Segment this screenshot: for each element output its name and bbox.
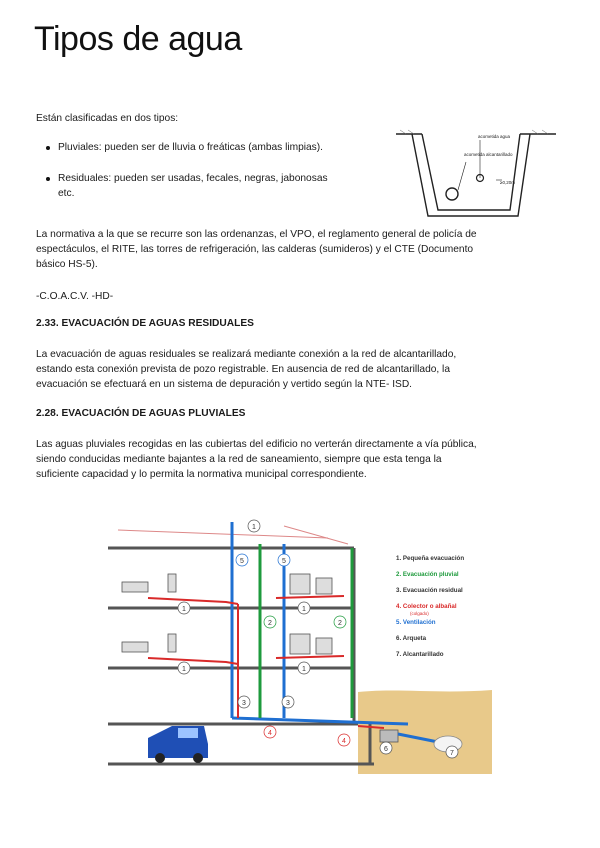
diagram-mark-7 xyxy=(446,746,458,758)
pluviales-line-3: suficiente capacidad y lo permita la normativa municipal correspondiente. xyxy=(36,469,367,480)
svg-text:1: 1 xyxy=(182,666,186,673)
diagram-mark-2b xyxy=(334,616,346,628)
svg-text:1: 1 xyxy=(302,666,306,673)
svg-text:5. Ventilación: 5. Ventilación xyxy=(396,619,436,626)
svg-text:3. Evacuación residual: 3. Evacuación residual xyxy=(396,587,463,594)
ground-terrain xyxy=(358,690,492,774)
residuales-line-3: evacuación se efectuará en un sistema de depuración y vertido según la NTE- ISD. xyxy=(36,379,413,390)
diagram-mark-3 xyxy=(238,696,250,708)
svg-text:4. Colector o albañal: 4. Colector o albañal xyxy=(396,603,457,610)
residuales-line-1: La evacuación de aguas residuales se realizará mediante conexión a la red de alcantarillado, xyxy=(36,349,457,360)
diagram-mark-1e xyxy=(298,662,310,674)
pluvial-pipes xyxy=(260,544,352,718)
svg-text:2: 2 xyxy=(338,620,342,627)
arqueta-box xyxy=(380,730,398,742)
normativa-line-3: básico HS-5). xyxy=(36,259,98,270)
svg-text:1: 1 xyxy=(182,606,186,613)
residuales-line-2: estando esta conexión prevista de pozo registrable. En ausencia de red de alcantarillado, la xyxy=(36,364,450,375)
bullet-item-pluviales: Pluviales: pueden ser de lluvia o freáticas (ambas limpias). xyxy=(46,140,323,155)
pluviales-line-1: Las aguas pluviales recogidas en las cubiertas del edificio no verterán directamente a vía pública, xyxy=(36,439,477,450)
normativa-line-1: La normativa a la que se recurre son las ordenanzas, el VPO, el reglamento general de policía de xyxy=(36,229,477,240)
trench-figure xyxy=(392,126,560,222)
bullet-dot-icon xyxy=(46,177,50,181)
diagram-mark-1d xyxy=(178,662,190,674)
diagram-legend xyxy=(396,555,464,658)
svg-text:3: 3 xyxy=(286,700,290,707)
section-heading-pluviales: 2.28. EVACUACIÓN DE AGUAS PLUVIALES xyxy=(36,408,246,419)
normativa-line-2: espectáculos, el RITE, las torres de refrigeración, las calderas (sumideros) y el CTE (Documento xyxy=(36,244,474,255)
svg-text:5: 5 xyxy=(240,558,244,565)
trench-label-distance: ≥0,20m xyxy=(500,180,515,185)
svg-text:5: 5 xyxy=(282,558,286,565)
section-heading-residuales: 2.33. EVACUACIÓN DE AGUAS RESIDUALES xyxy=(36,318,254,329)
intro-text: Están clasificadas en dos tipos: xyxy=(36,113,179,124)
diagram-mark-4b xyxy=(338,734,350,746)
svg-text:3: 3 xyxy=(242,700,246,707)
bullet-dot-icon xyxy=(46,146,50,150)
van-icon xyxy=(148,726,208,763)
svg-text:1. Pequeña evacuación: 1. Pequeña evacuación xyxy=(396,555,465,562)
svg-text:6. Arqueta: 6. Arqueta xyxy=(396,635,427,642)
svg-text:4: 4 xyxy=(268,730,272,737)
diagram-mark-5b xyxy=(278,554,290,566)
svg-text:6: 6 xyxy=(384,746,388,753)
diagram-mark-6 xyxy=(380,742,392,754)
diagram-mark-5 xyxy=(236,554,248,566)
svg-text:7. Alcantarillado: 7. Alcantarillado xyxy=(396,651,444,658)
pluviales-line-2: siendo conducidas mediante bajantes a la red de saneamiento, siempre que esta tenga la xyxy=(36,454,442,465)
svg-text:4: 4 xyxy=(342,738,346,745)
drainage-diagram xyxy=(108,512,492,774)
pipe-circle-icon xyxy=(446,188,458,200)
bullet-item-residuales: Residuales: pueden ser usadas, fecales, negras, jabonosas etc. xyxy=(46,171,328,201)
svg-text:1: 1 xyxy=(252,524,256,531)
trench-label-sewer: acometida alcantarillado xyxy=(464,152,513,157)
svg-text:2: 2 xyxy=(268,620,272,627)
diagram-mark-3b xyxy=(282,696,294,708)
trench-label-water: acometida agua xyxy=(478,134,511,139)
coacv-label: -C.O.A.C.V. -HD- xyxy=(36,291,114,302)
diagram-mark-1 xyxy=(248,520,260,532)
svg-text:1: 1 xyxy=(302,606,306,613)
diagram-mark-2 xyxy=(264,616,276,628)
diagram-mark-1b xyxy=(178,602,190,614)
diagram-mark-4 xyxy=(264,726,276,738)
diagram-mark-1c xyxy=(298,602,310,614)
svg-text:7: 7 xyxy=(450,750,454,757)
svg-text:(colgado): (colgado) xyxy=(410,611,429,616)
page-title: Tipos de agua xyxy=(34,20,242,58)
svg-text:2. Evacuación pluvial: 2. Evacuación pluvial xyxy=(396,571,459,578)
